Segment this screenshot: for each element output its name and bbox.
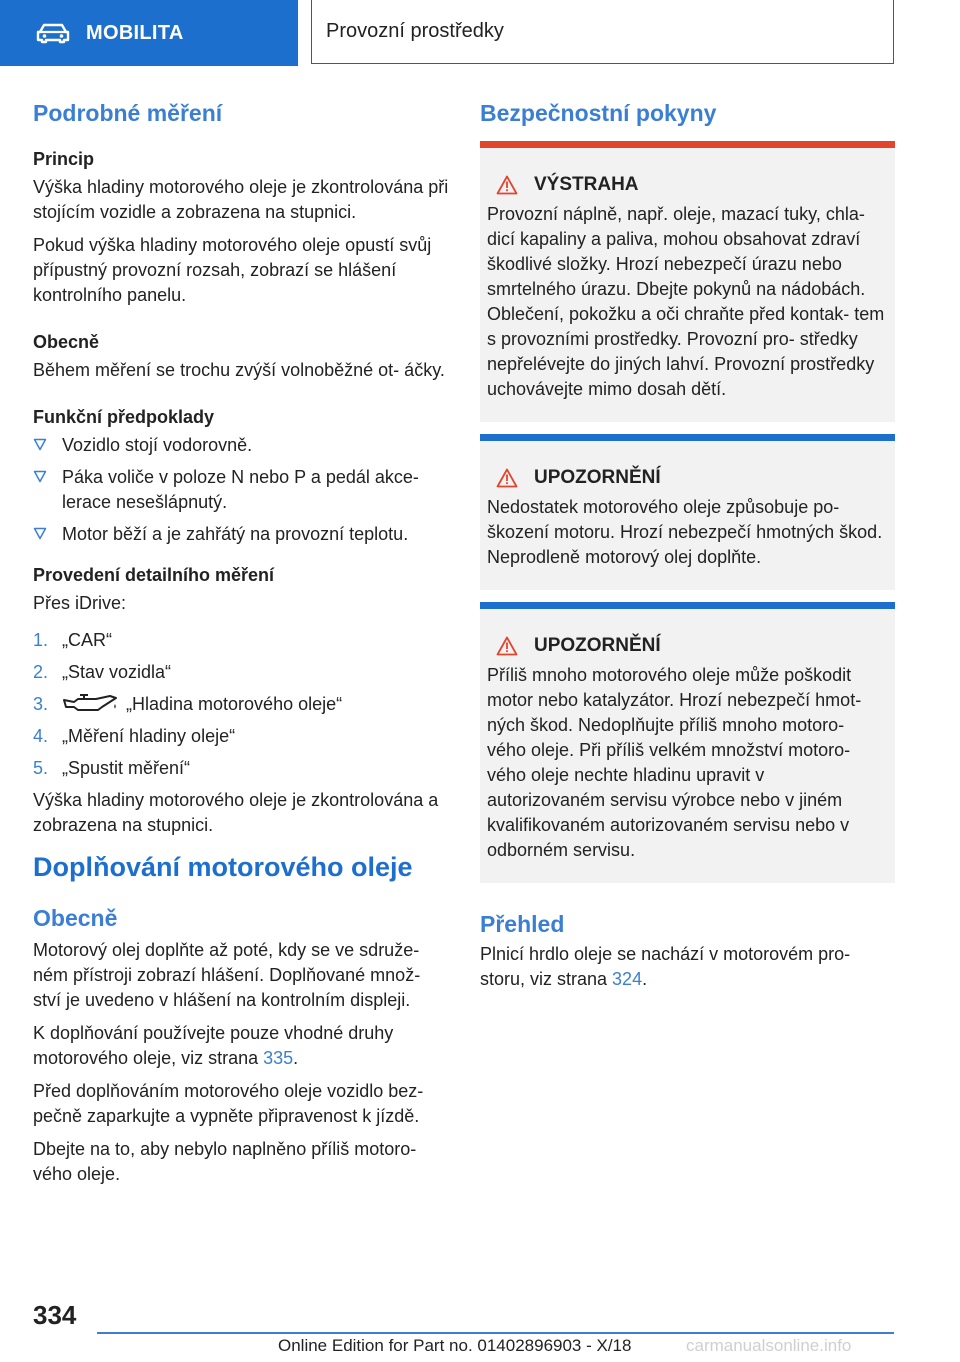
- predpoklady-list: [33, 433, 451, 547]
- provedeni-intro: Přes iDrive:: [33, 593, 127, 613]
- refill-paragraph-4: Dbejte na to, aby nebylo naplněno příliš motoro- vého oleje.: [33, 1139, 417, 1184]
- notice-text-2: Příliš mnoho motorového oleje může poškodit motor nebo katalyzátor. Hrozí nebezpečí hmot- ných škod. Nedoplňujte příliš mnoho motoro- vého oleje. Při příliš velkém množství motoro- vého oleje nechte hladinu upravit v autorizovaném servisu výrobce nebo v jiném kvalifikovaném autorizovaném servisu nebo v odborném servisu.: [487, 665, 862, 860]
- section-title-detail: Podrobné měření: [33, 100, 223, 126]
- header-chapter-label: Provozní prostředky: [326, 20, 504, 42]
- list-item: Motor běží a je zahřátý na provozní teplotu.: [33, 522, 451, 547]
- car-icon: [36, 22, 70, 44]
- header-section-label: MOBILITA: [86, 21, 184, 44]
- right-column: [480, 100, 895, 1000]
- notice-box-2: [480, 602, 895, 883]
- header-chapter: [311, 0, 894, 64]
- refill-paragraph-1: Motorový olej doplňte až poté, kdy se ve sdruže- ném přístroji zobrazí hlášení. Doplňované množ- ství je uvedeno v hlášení na kontrolním displeji.: [33, 940, 421, 1010]
- overview-paragraph: Plnicí hrdlo oleje se nachází v motorovém pro- storu, viz strana 324.: [480, 944, 851, 989]
- warning-text: Provozní náplně, např. oleje, mazací tuky, chla- dicí kapaliny a paliva, mohou obsahovat zdraví škodlivé složky. Hrozí nebezpečí úrazu nebo smrtelného úrazu. Dbejte pokynů na nádobách. Oblečení, pokožku a oči chraňte před kontak- tem s provozními prostředky. Provozní pro- středky nepřelévejte do jiných lahví. Provozní prostředky uchovávejte mimo dosah dětí.: [487, 204, 885, 399]
- refill-subtitle: Obecně: [33, 905, 118, 931]
- refill-paragraph-3: Před doplňováním motorového oleje vozidlo bez- pečně zaparkujte a vypněte připravenost k jízdě.: [33, 1081, 424, 1126]
- step-item: 3. „Hladina motorového oleje“: [33, 694, 343, 714]
- step-item: 2. „Stav vozidla“: [33, 662, 172, 682]
- page-number: 334: [33, 1300, 77, 1330]
- warning-triangle-icon: [496, 468, 518, 488]
- section-title-refill: Doplňování motorového oleje: [33, 852, 413, 882]
- notice-label-2: UPOZORNĚNÍ: [534, 635, 661, 656]
- notice-label-1: UPOZORNĚNÍ: [534, 467, 661, 488]
- footer-edition: Online Edition for Part no. 01402896903 - X/18: [278, 1336, 632, 1355]
- step-item: 1. „CAR“: [33, 630, 112, 650]
- warning-triangle-icon: [496, 175, 518, 195]
- princip-paragraph-1: Výška hladiny motorového oleje je zkontrolována při stojícím vozidle a zobrazena na stupnici.: [33, 177, 449, 222]
- princip-paragraph-2: Pokud výška hladiny motorového oleje opustí svůj přípustný provozní rozsah, zobrazí se hlášení kontrolního panelu.: [33, 235, 432, 305]
- triangle-bullet-icon: [33, 527, 47, 540]
- provedeni-outro: Výška hladiny motorového oleje je zkontrolována a zobrazena na stupnici.: [33, 790, 439, 835]
- step-item: 5. „Spustit měření“: [33, 758, 191, 778]
- warning-triangle-icon: [496, 636, 518, 656]
- triangle-bullet-icon: [33, 470, 47, 483]
- header-section-tab[interactable]: [0, 0, 298, 66]
- footer-rule: [97, 1332, 894, 1334]
- step-item: 4. „Měření hladiny oleje“: [33, 726, 236, 746]
- provedeni-heading: Provedení detailního měření: [33, 565, 275, 585]
- princip-heading: Princip: [33, 149, 95, 169]
- warning-label: VÝSTRAHA: [534, 174, 639, 195]
- oil-can-icon: [62, 693, 118, 713]
- list-item: Vozidlo stojí vodorovně.: [33, 433, 451, 458]
- obecne-heading: Obecně: [33, 332, 100, 352]
- predpoklady-heading: Funkční předpoklady: [33, 407, 215, 427]
- obecne-paragraph: Během měření se trochu zvýší volnoběžné ot- áčky.: [33, 360, 445, 380]
- section-title-overview: Přehled: [480, 911, 565, 937]
- notice-box-1: [480, 434, 895, 590]
- left-column: [33, 100, 451, 1195]
- list-item: Páka voliče v poloze N nebo P a pedál akce- lerace nesešlápnutý.: [33, 465, 451, 515]
- watermark: carmanualsonline.info: [686, 1336, 852, 1355]
- page-link-324[interactable]: 324: [612, 969, 643, 989]
- section-title-safety: Bezpečnostní pokyny: [480, 100, 717, 126]
- warning-box: [480, 141, 895, 422]
- notice-text-1: Nedostatek motorového oleje způsobuje po- škození motoru. Hrozí nebezpečí hmotných škod. Neprodleně motorový olej doplňte.: [487, 497, 883, 567]
- provedeni-steps: [33, 628, 451, 781]
- triangle-bullet-icon: [33, 438, 47, 451]
- page-link-335[interactable]: 335: [263, 1048, 294, 1068]
- refill-paragraph-2: K doplňování používejte pouze vhodné druhy motorového oleje, viz strana 335.: [33, 1023, 394, 1068]
